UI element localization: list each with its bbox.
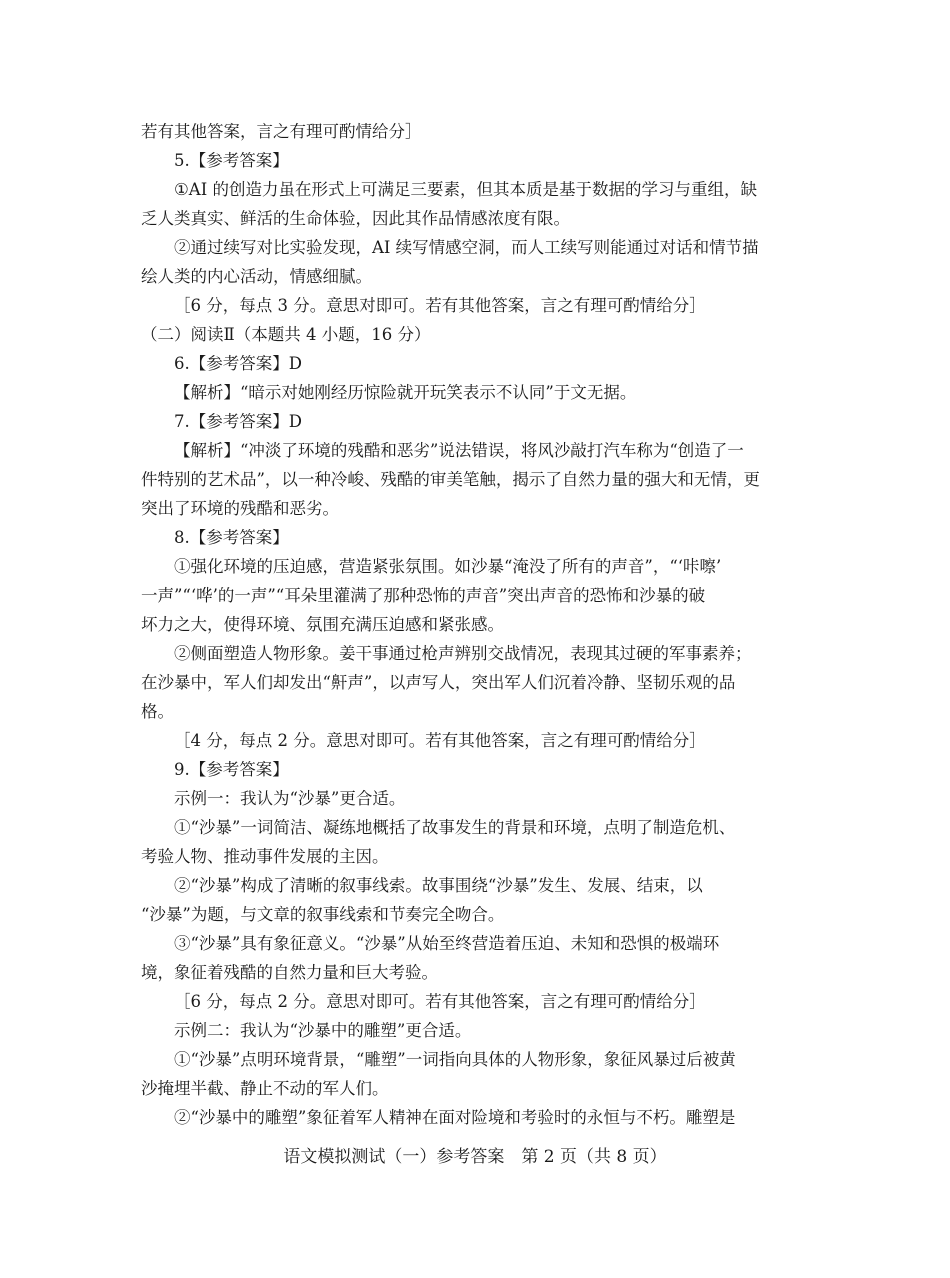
text-line: ②通过续写对比实验发现，AI 续写情感空洞，而人工续写则能通过对话和情节描 (174, 238, 759, 257)
text-line: （二）阅读Ⅱ（本题共 4 小题，16 分） (141, 325, 431, 344)
text-line: ②“沙暴”构成了清晰的叙事线索。故事围绕“沙暴”发生、发展、结束，以 (174, 876, 703, 895)
text-line: 坏力之大，使得环境、氛围充满压迫感和紧张感。 (141, 615, 504, 634)
text-line: 沙掩埋半截、静止不动的军人们。 (141, 1079, 389, 1098)
text-line: ①“沙暴”一词简洁、凝练地概括了故事发生的背景和环境，点明了制造危机、 (174, 818, 736, 837)
text-line: 若有其他答案，言之有理可酌情给分］ (141, 122, 422, 141)
text-line: 示例二：我认为“沙暴中的雕塑”更合适。 (174, 1021, 472, 1040)
text-line: 考验人物、推动事件发展的主因。 (141, 847, 389, 866)
text-line: ［4 分，每点 2 分。意思对即可。若有其他答案，言之有理可酌情给分］ (174, 731, 706, 750)
text-line: ②侧面塑造人物形象。姜干事通过枪声辨别交战情况，表现其过硬的军事素养； (174, 644, 752, 663)
text-line: 示例一：我认为“沙暴”更合适。 (174, 789, 406, 808)
text-line: 突出了环境的残酷和恶劣。 (141, 499, 339, 518)
text-line: 【解析】“冲淡了环境的残酷和恶劣”说法错误，将风沙敲打汽车称为“创造了一 (174, 441, 744, 460)
text-line: 境，象征着残酷的自然力量和巨大考验。 (141, 963, 438, 982)
text-line: ①强化环境的压迫感，营造紧张氛围。如沙暴“淹没了所有的声音”，“‘咔嚓’ (174, 557, 722, 576)
text-line: 9.【参考答案】 (174, 760, 289, 779)
text-line: 【解析】“暗示对她刚经历惊险就开玩笑表示不认同”于文无据。 (174, 383, 637, 402)
text-line: 件特别的艺术品”，以一种冷峻、残酷的审美笔触，揭示了自然力量的强大和无情，更 (141, 470, 760, 489)
text-line: 在沙暴中，军人们却发出“鼾声”，以声写人，突出军人们沉着冷静、坚韧乐观的品 (141, 673, 736, 692)
text-line: 5.【参考答案】 (174, 151, 289, 170)
text-line: ③“沙暴”具有象征意义。“沙暴”从始至终营造着压迫、未知和恐惧的极端环 (174, 934, 720, 953)
page-footer: 语文模拟测试（一）参考答案 第 2 页（共 8 页） (283, 1147, 667, 1167)
text-line: ［6 分，每点 3 分。意思对即可。若有其他答案，言之有理可酌情给分］ (174, 296, 706, 315)
text-line: “沙暴”为题，与文章的叙事线索和节奏完全吻合。 (141, 905, 505, 924)
text-line: ①AI 的创造力虽在形式上可满足三要素，但其本质是基于数据的学习与重组，缺 (174, 180, 757, 199)
text-line: ①“沙暴”点明环境背景，“雕塑”一词指向具体的人物形象，象征风暴过后被黄 (174, 1050, 736, 1069)
text-line: 绘人类的内心活动，情感细腻。 (141, 267, 372, 286)
document-body (141, 117, 809, 1132)
text-line: 7.【参考答案】D (174, 412, 302, 431)
text-line: ②“沙暴中的雕塑”象征着军人精神在面对险境和考验时的永恒与不朽。雕塑是 (174, 1108, 736, 1127)
text-line: 6.【参考答案】D (174, 354, 302, 373)
text-line: 格。 (141, 702, 174, 721)
text-line: 乏人类真实、鲜活的生命体验，因此其作品情感浓度有限。 (141, 209, 570, 228)
text-line: 8.【参考答案】 (174, 528, 289, 547)
text-line: ［6 分，每点 2 分。意思对即可。若有其他答案，言之有理可酌情给分］ (174, 992, 706, 1011)
text-line: 一声”“‘哗’的一声”“耳朵里灌满了那种恐怖的声音”突出声音的恐怖和沙暴的破 (141, 586, 706, 605)
